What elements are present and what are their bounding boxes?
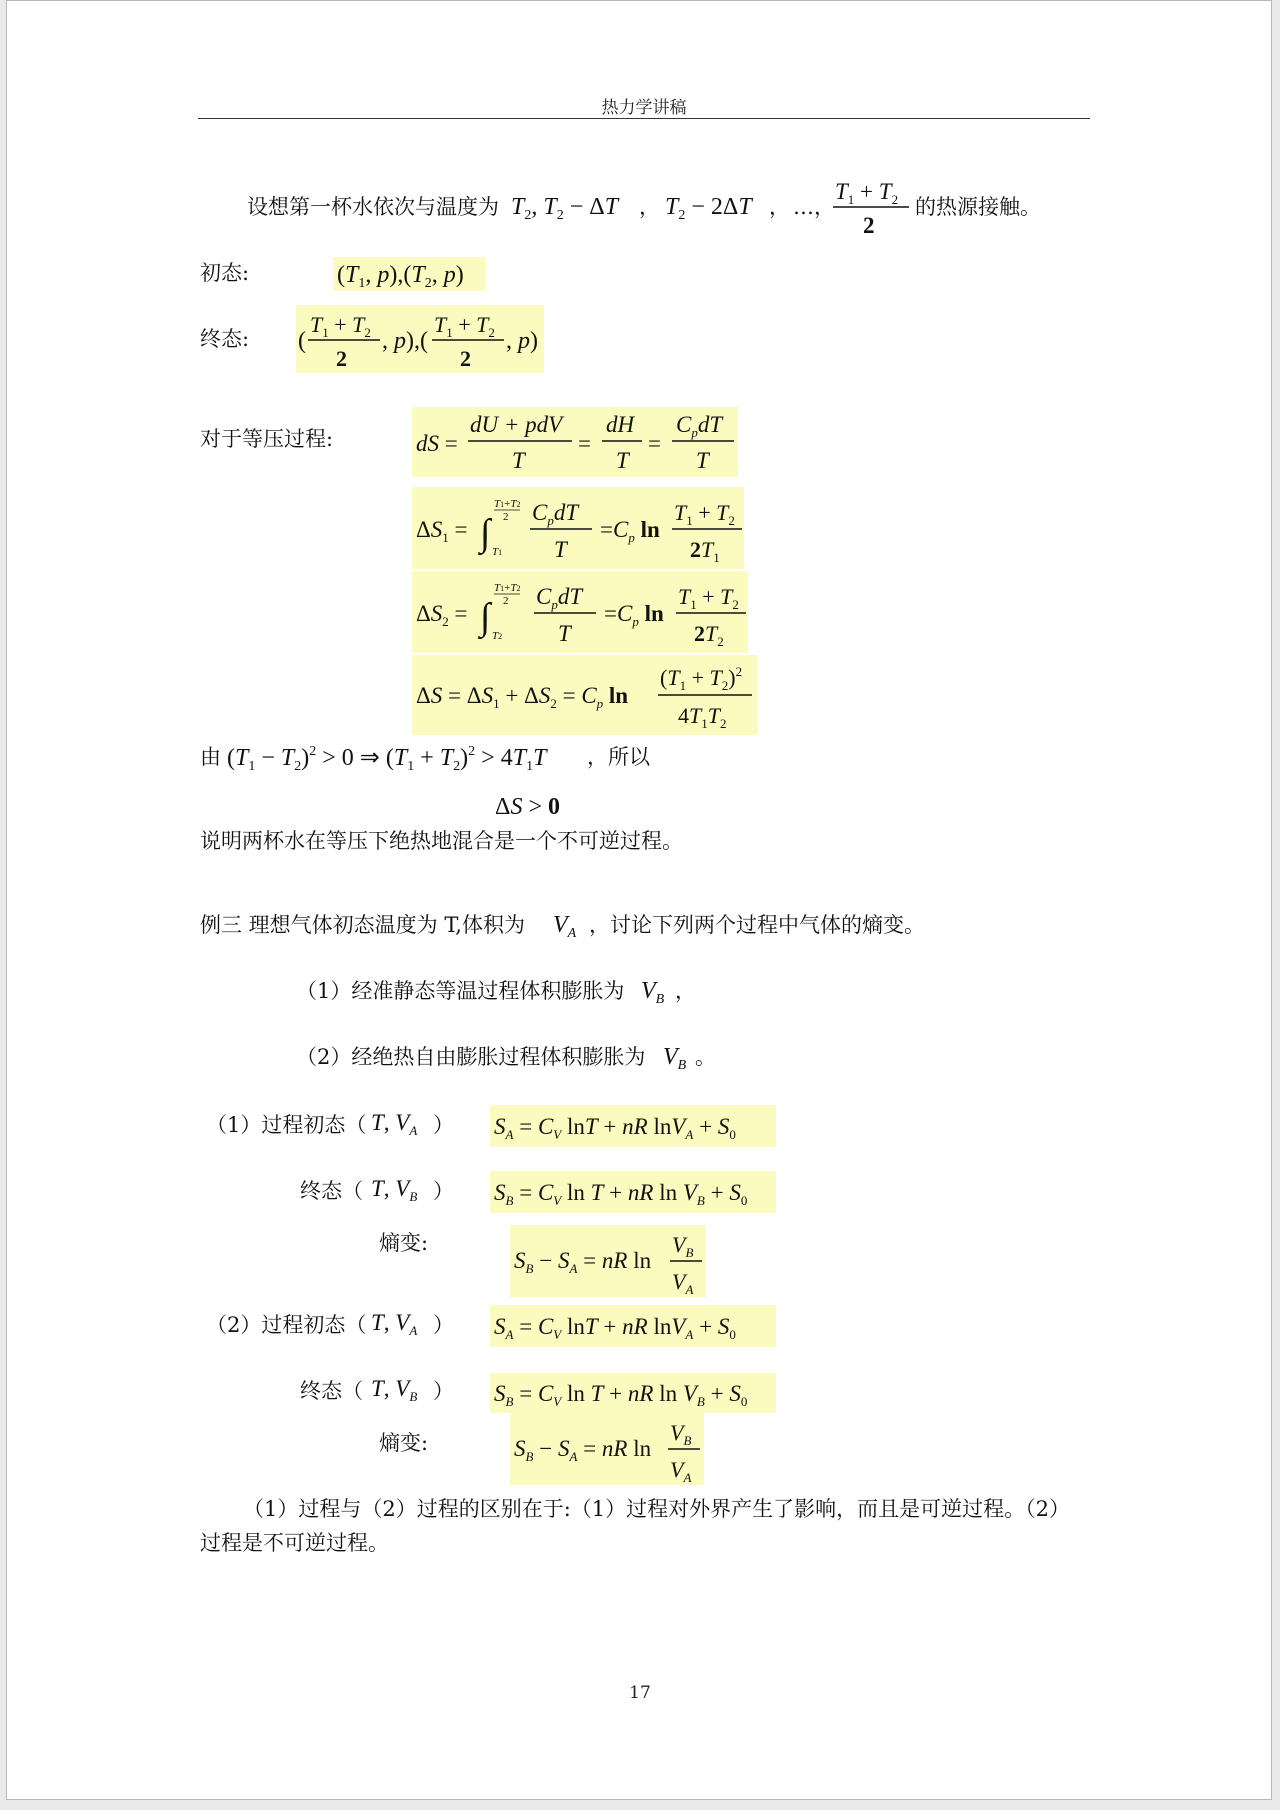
label-final-state: 终态: (200, 327, 250, 351)
label-therefore: ，所以 (587, 745, 650, 769)
svg-text:, p): , p) (506, 328, 538, 354)
svg-text:T1+T2: T1+T2 (494, 498, 521, 510)
svg-text:2: 2 (503, 511, 509, 523)
formula-initial-state (333, 257, 485, 291)
svg-text:VA: $V_A$ (670, 1457, 692, 1485)
summary-line-1: （1）过程与（2）过程的区别在于:（1）过程对外界产生了影响，而且是可逆过程。（2） (243, 1497, 1071, 1521)
formula-t2-sequence (509, 185, 635, 225)
svg-text:=: = (578, 431, 591, 456)
page-number: 17 (629, 1683, 651, 1703)
svg-text:=Cp ln: $=C_p$ ln (604, 601, 664, 629)
svg-text:∫: ∫ (480, 512, 491, 554)
case2-initial-label: （2）过程初态（ (206, 1313, 367, 1337)
case1-final-label: 终态（ (300, 1179, 363, 1203)
svg-text:=: = (648, 431, 661, 456)
svg-text:SB − SA = nR ln: $S_B - S_A$ = nR ln (514, 1248, 652, 1276)
formula-delta-s2 (412, 571, 748, 653)
svg-text:SA = CV lnT + nR lnVA + S0: $S_A = C_V$ lnT + nR $\ln V_A + S_0$ (494, 1114, 736, 1142)
formula-inequality (225, 735, 581, 775)
formula-delta-s-positive (493, 787, 583, 823)
conclusion-text: 说明两杯水在等压下绝热地混合是一个不可逆过程。 (200, 829, 683, 853)
comma: ， (639, 195, 660, 219)
formula-vb (661, 1039, 697, 1073)
svg-text:T1 + T2: $T_1 + T_2$ (310, 312, 371, 340)
formula-va (551, 907, 587, 941)
svg-text:(T1 + T2)2: $(T_1 + T_2)^2$ (660, 664, 743, 693)
svg-text:T: T (554, 537, 567, 562)
running-header: 热力学讲稿 (601, 98, 687, 118)
svg-text:dH: dH (606, 412, 635, 437)
document-page (6, 0, 1272, 1800)
close-paren: ） (433, 1179, 454, 1203)
intro-tail: 的热源接触。 (915, 195, 1041, 219)
svg-text:ΔS > 0: ΔS > 0 (495, 794, 560, 820)
svg-text:2: 2 (460, 346, 471, 371)
svg-text:T, VB: T, $V_B$ (371, 1176, 418, 1204)
svg-text:SB − SA = nR ln: $S_B - S_A$ = nR ln (514, 1436, 652, 1464)
svg-text:dS =: dS = (416, 431, 458, 456)
svg-text:ΔS = ΔS1 + ΔS2 = Cp ln: $\Delta S = \Delta S_1 + \Delta S_2 = C_p$ ln (416, 683, 629, 711)
svg-text:VB: $V_B$ (663, 1044, 687, 1073)
svg-text:2: 2 (336, 346, 347, 371)
svg-text:T2: T2 (492, 630, 503, 642)
close-paren: ） (433, 1313, 454, 1337)
formula-entropy-change-1 (510, 1225, 706, 1297)
svg-text:T1+T2: T1+T2 (494, 582, 521, 594)
svg-text:T1: T1 (492, 546, 503, 558)
item-1-tail: ， (675, 979, 696, 1003)
formula-delta-s-total (412, 655, 758, 735)
formula-t-vb (369, 1371, 435, 1405)
svg-text:T1 + T2: $T_1 + T_2$ (674, 500, 735, 528)
item-2-tail: 。 (695, 1045, 716, 1069)
example3-title: 例三 理想气体初态温度为 T,体积为 (200, 913, 525, 937)
close-paren: ） (433, 1379, 454, 1403)
svg-text:T: T (512, 448, 525, 473)
formula-sa-case1 (490, 1105, 776, 1147)
svg-text:CpdT: $C_pdT$ (532, 500, 579, 528)
svg-text:VB: $V_B$ (670, 1420, 692, 1448)
svg-text:CpdT: $C_pdT$ (676, 412, 723, 440)
example3-item-1: （1）经准静态等温过程体积膨胀为 (296, 979, 625, 1003)
label-since: 由 (200, 745, 221, 769)
svg-text:SB = CV ln T + nR ln VB + S0: $S_B = C_V$ ln T + nR $\ln V_B + S_0$ (494, 1381, 748, 1409)
svg-text:VB: $V_B$ (672, 1232, 694, 1260)
svg-text:ΔS2 =: $\Delta S_2$ = (416, 601, 468, 629)
svg-text:4T1T2: $4T_1T_2$ (678, 703, 727, 731)
svg-text:2T2: $2T_2$ (694, 621, 724, 649)
svg-text:∫: ∫ (480, 596, 491, 638)
formula-sa-case2 (490, 1305, 776, 1347)
formula-final-state (296, 305, 544, 373)
formula-sb-case2 (490, 1373, 776, 1413)
svg-text:2: 2 (503, 595, 509, 607)
formula-t-va (369, 1105, 435, 1139)
entropy-change-label-2: 熵变: (379, 1431, 429, 1455)
svg-text:SA = CV lnT + nR lnVA + S0: $S_A = C_V$ lnT + nR $\ln V_A + S_0$ (494, 1314, 736, 1342)
ellipsis: …， (793, 195, 835, 219)
svg-text:T, VA: T, $V_A$ (371, 1310, 418, 1338)
svg-text:T1 + T2: $T_1 + T_2$ (434, 312, 495, 340)
close-paren: ） (433, 1113, 454, 1137)
svg-text:SB = CV ln T + nR ln VB + S0: $S_B = C_V$ ln T + nR $\ln V_B + S_0$ (494, 1180, 748, 1208)
formula-t-vb (369, 1171, 435, 1205)
svg-text:T2 − 2ΔT: $T_2 - 2\Delta T$ (665, 194, 752, 223)
svg-text:2: 2 (863, 213, 875, 238)
svg-text:=Cp ln: $=C_p$ ln (600, 517, 660, 545)
svg-text:T, VA: T, $V_A$ (371, 1110, 418, 1138)
label-isobaric-process: 对于等压过程: (200, 427, 334, 451)
summary-line-2: 过程是不可逆过程。 (200, 1531, 389, 1555)
svg-text:dU + pdV: dU + pdV (470, 412, 563, 437)
formula-vb (639, 973, 675, 1007)
svg-text:T, VB: T, $V_B$ (371, 1376, 418, 1404)
formula-delta-s1 (412, 487, 744, 569)
svg-text:ΔS1 =: $\Delta S_1$ = (416, 517, 468, 545)
header-rule (198, 118, 1090, 119)
svg-text:VA: $V_A$ (672, 1269, 694, 1297)
svg-text:T: T (558, 621, 571, 646)
formula-sb-case1 (490, 1171, 776, 1213)
svg-text:T: T (616, 448, 629, 473)
comma: ， (769, 195, 790, 219)
entropy-change-label-1: 熵变: (379, 1231, 429, 1255)
label-initial-state: 初态: (200, 261, 250, 285)
formula-entropy-change-2 (510, 1413, 704, 1485)
svg-text:T2, T2 − ΔT: $T_2$, $T_2 - \Delta T$ (511, 194, 619, 223)
case2-final-label: 终态（ (300, 1379, 363, 1403)
formula-t-va (369, 1305, 435, 1339)
example3-title-tail: ，讨论下列两个过程中气体的熵变。 (589, 913, 925, 937)
svg-text:T1 + T2: $T_1 + T_2$ (678, 584, 739, 612)
svg-text:(T1 − T2)2 > 0 ⇒ (T1 + T2)2 >: $(T_1 - T_2)^2 > 0$ ⇒ $(T_1 + T_2)^2 > 4T_1T$ (227, 744, 547, 774)
case1-initial-label: （1）过程初态（ (206, 1113, 367, 1137)
svg-text:(T1, p),(T2, p): ($T_1$, $p),(T_2$, p) (337, 262, 464, 291)
formula-mean-temperature (829, 171, 913, 241)
svg-text:, p),(: , p),( (382, 328, 428, 354)
svg-text:(: ( (298, 328, 306, 354)
svg-text:T: T (696, 448, 709, 473)
svg-text:2T1: $2T_1$ (690, 537, 720, 565)
formula-ds-isobaric (412, 407, 738, 477)
svg-text:T1 + T2: $T_1 + T_2$ (835, 179, 899, 207)
intro-text: 设想第一杯水依次与温度为 (247, 195, 499, 219)
svg-text:VB: $V_B$ (641, 978, 665, 1007)
example3-item-2: （2）经绝热自由膨胀过程体积膨胀为 (296, 1045, 646, 1069)
svg-text:CpdT: $C_pdT$ (536, 584, 583, 612)
svg-text:VA: $V_A$ (553, 912, 577, 941)
formula-t2-minus-2dt (663, 185, 767, 225)
